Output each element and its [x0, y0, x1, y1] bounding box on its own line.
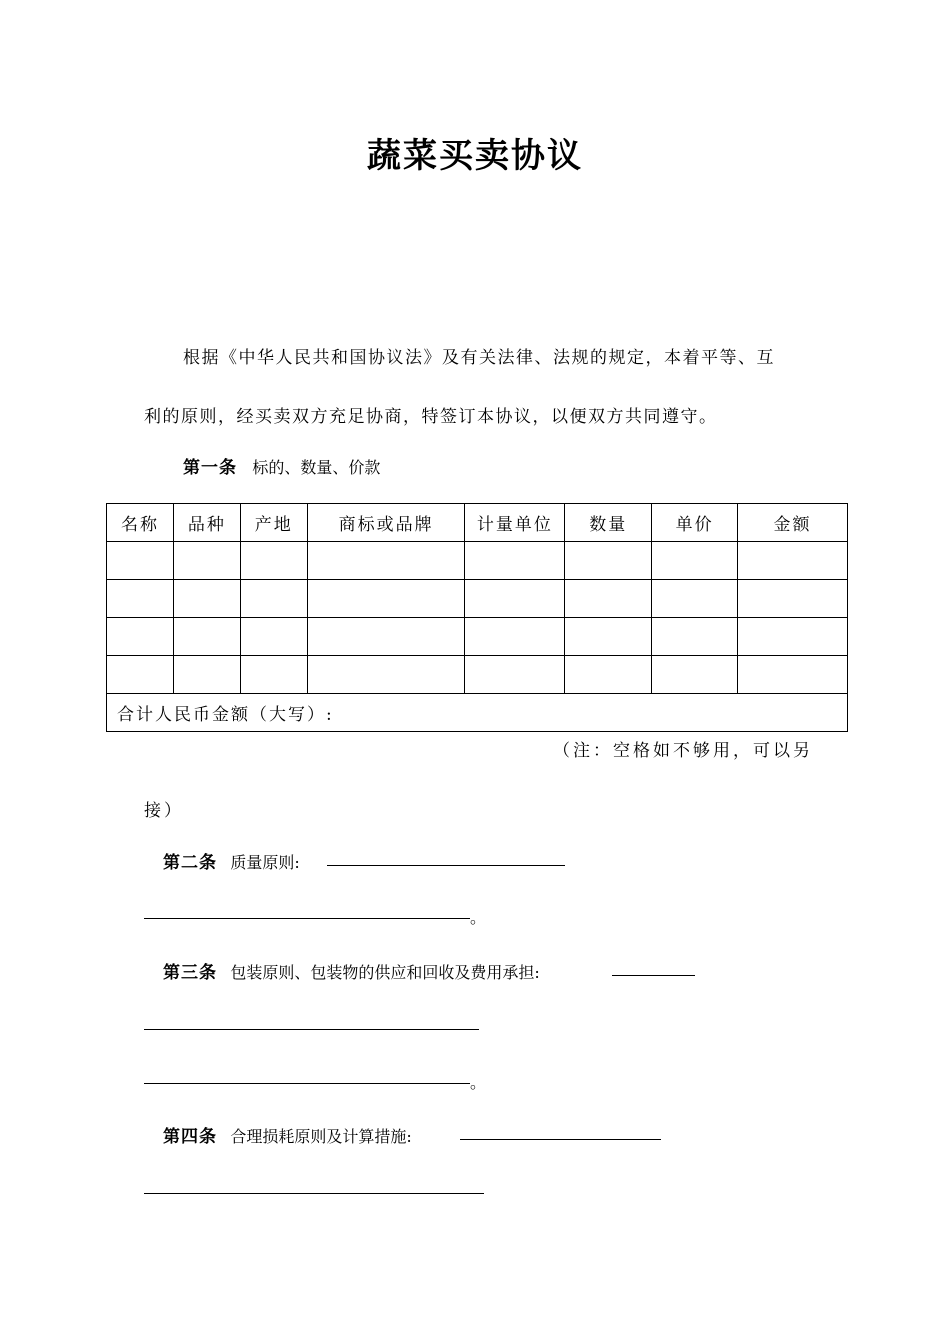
table-cell[interactable]	[652, 542, 738, 580]
table-cell[interactable]	[652, 580, 738, 618]
article-4-blank-line[interactable]	[460, 1139, 661, 1140]
table-cell[interactable]	[565, 542, 652, 580]
table-cell[interactable]	[565, 580, 652, 618]
article-3-blank-line[interactable]	[612, 975, 695, 976]
table-cell[interactable]	[173, 542, 240, 580]
table-cell[interactable]	[738, 618, 848, 656]
article-3-text: 包装原则、包装物的供应和回收及费用承担:	[230, 963, 540, 982]
table-cell[interactable]	[173, 656, 240, 694]
total-amount-label[interactable]: 合计人民币金额（大写）:	[107, 694, 848, 732]
intro-line-2: 利的原则，经买卖双方充足协商，特签订本协议，以便双方共同遵守。	[144, 407, 718, 427]
period-mark: 。	[470, 908, 487, 927]
table-cell[interactable]	[240, 542, 307, 580]
table-cell[interactable]	[565, 618, 652, 656]
table-cell[interactable]	[240, 618, 307, 656]
article-4-text: 合理损耗原则及计算措施:	[230, 1127, 412, 1146]
table-header-cell: 名称	[107, 504, 174, 542]
table-cell[interactable]	[107, 618, 174, 656]
document-title: 蔬菜买卖协议	[367, 136, 583, 176]
article-3-label: 第三条	[163, 963, 217, 983]
table-cell[interactable]	[465, 656, 565, 694]
article-4-label: 第四条	[163, 1127, 217, 1147]
table-cell[interactable]	[738, 542, 848, 580]
table-header-cell: 金额	[738, 504, 848, 542]
table-cell[interactable]	[738, 580, 848, 618]
article-1-label: 第一条	[183, 458, 237, 478]
article-3-blank-line-3[interactable]	[144, 1083, 470, 1084]
article-3-blank-line-2[interactable]	[144, 1029, 479, 1030]
table-header-cell: 计量单位	[465, 504, 565, 542]
table-cell[interactable]	[738, 656, 848, 694]
table-cell[interactable]	[307, 618, 465, 656]
article-4-blank-line-2[interactable]	[144, 1193, 484, 1194]
table-cell[interactable]	[107, 542, 174, 580]
article-4-heading	[163, 1122, 412, 1147]
intro-line-1: 根据《中华人民共和国协议法》及有关法律、法规的规定，本着平等、互	[183, 348, 775, 368]
table-cell[interactable]	[465, 618, 565, 656]
table-row	[107, 656, 848, 694]
table-total-row	[107, 694, 848, 732]
table-header-cell: 产地	[240, 504, 307, 542]
period-mark: 。	[470, 1073, 487, 1092]
table-header-cell: 单价	[652, 504, 738, 542]
article-2-label: 第二条	[163, 853, 217, 873]
table-cell[interactable]	[465, 580, 565, 618]
note-line-1: （注：空格如不够用，可以另	[553, 741, 813, 761]
article-3-heading	[163, 958, 540, 983]
article-2-text: 质量原则:	[230, 853, 300, 872]
table-header-cell: 品种	[173, 504, 240, 542]
article-2-blank-line[interactable]	[327, 865, 565, 866]
article-1-text: 标的、数量、价款	[252, 458, 381, 477]
article-2-heading	[163, 848, 300, 873]
table-cell[interactable]	[307, 542, 465, 580]
table-cell[interactable]	[652, 656, 738, 694]
table-row	[107, 542, 848, 580]
table-cell[interactable]	[173, 580, 240, 618]
table-row	[107, 618, 848, 656]
table-row	[107, 580, 848, 618]
table-cell[interactable]	[652, 618, 738, 656]
table-header-row	[107, 504, 848, 542]
table-header-cell: 数量	[565, 504, 652, 542]
table-cell[interactable]	[565, 656, 652, 694]
table-cell[interactable]	[107, 656, 174, 694]
article-1-heading	[183, 453, 380, 478]
table-cell[interactable]	[240, 580, 307, 618]
note-line-2: 接）	[144, 801, 184, 821]
table-cell[interactable]	[307, 656, 465, 694]
table-cell[interactable]	[465, 542, 565, 580]
goods-table	[106, 503, 848, 732]
table-header-cell: 商标或品牌	[307, 504, 465, 542]
article-2-blank-line-2[interactable]	[144, 918, 470, 919]
table-cell[interactable]	[240, 656, 307, 694]
table-cell[interactable]	[173, 618, 240, 656]
table-cell[interactable]	[107, 580, 174, 618]
table-cell[interactable]	[307, 580, 465, 618]
